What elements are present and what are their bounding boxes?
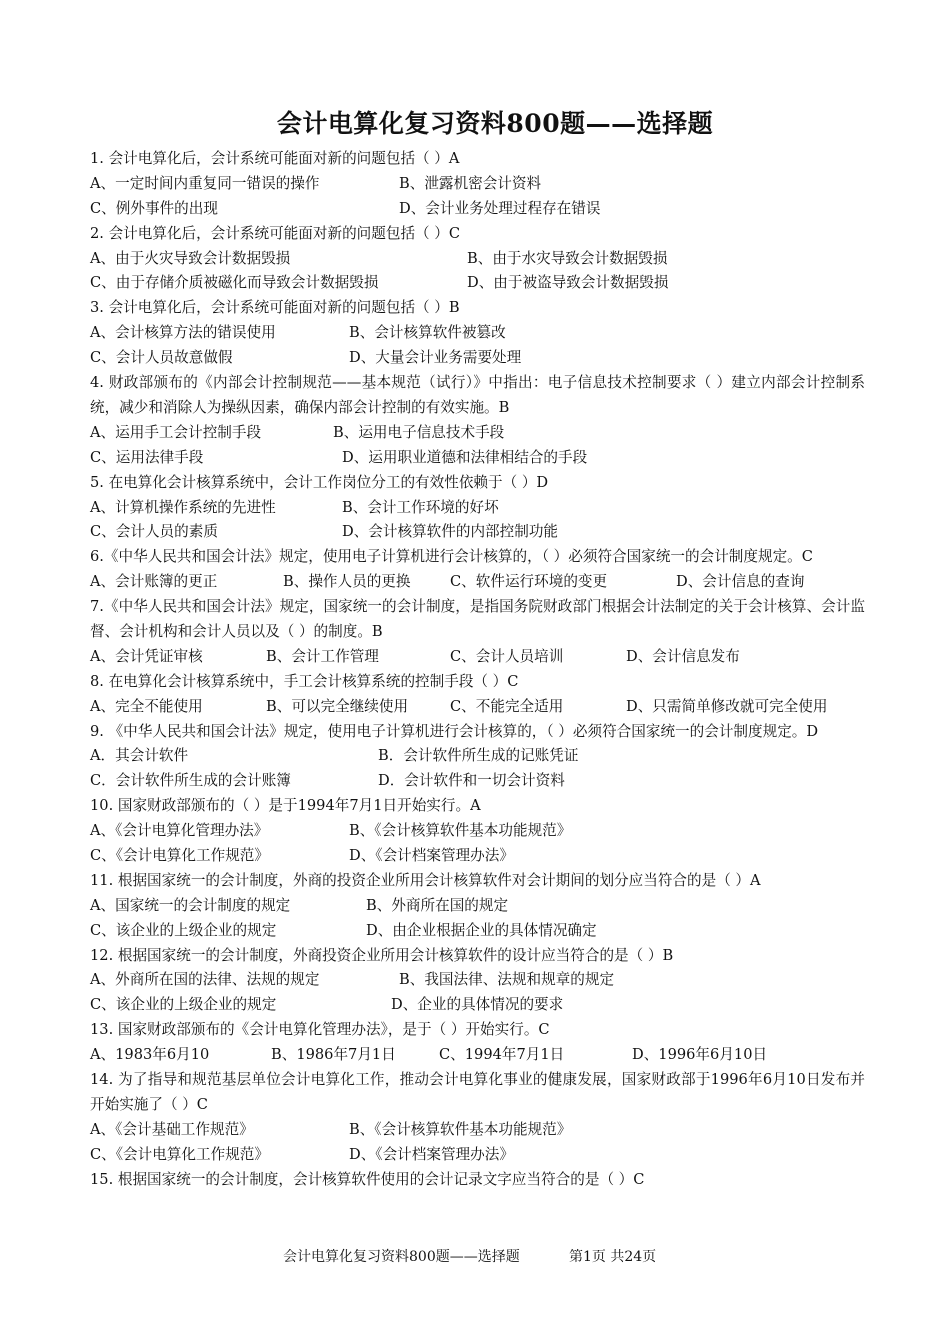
option-row: [90, 919, 865, 944]
answer-option: D、运用职业道德和法律相结合的手段: [342, 448, 588, 466]
answer-option: A、一定时间内重复同一错误的操作: [90, 174, 320, 192]
answer-option: B、泄露机密会计资料: [399, 174, 542, 192]
option-row: [90, 1118, 865, 1143]
answer-option: D、企业的具体情况的要求: [391, 996, 564, 1014]
answer-option: C、会计人员培训: [450, 647, 564, 665]
question-text: 3. 会计电算化后，会计系统可能面对新的问题包括（ ）B: [90, 299, 460, 317]
option-row: [90, 769, 865, 794]
question-text: 2. 会计电算化后，会计系统可能面对新的问题包括（ ）C: [90, 224, 461, 242]
answer-option: B．会计软件所生成的记账凭证: [378, 747, 579, 765]
option-row: [90, 645, 865, 670]
answer-option: A、会计凭证审核: [90, 647, 203, 665]
question-text: 13. 国家财政部颁布的《会计电算化管理办法》，是于（ ）开始实行。C: [90, 1021, 550, 1039]
answer-option: B、会计工作管理: [266, 647, 379, 665]
answer-option: A、国家统一的会计制度的规定: [90, 896, 291, 914]
question-text: 7.《中华人民共和国会计法》规定，国家统一的会计制度，是指国务院财政部门根据会计法制定的关于会计核算、会计监督、会计机构和会计人员以及（ ）的制度。B: [90, 598, 865, 640]
option-row: [90, 446, 865, 471]
answer-option: B、我国法律、法规和规章的规定: [399, 971, 615, 989]
answer-option: C、运用法律手段: [90, 448, 204, 466]
answer-option: B、会计工作环境的好坏: [342, 498, 499, 516]
option-row: [90, 520, 865, 545]
answer-option: B、操作人员的更换: [283, 573, 411, 591]
question-text: 14. 为了指导和规范基层单位会计电算化工作，推动会计电算化事业的健康发展，国家财政部于1996年6月10日发布并开始实施了（ ）C: [90, 1071, 865, 1113]
option-row: [90, 819, 865, 844]
question-text: 12. 根据国家统一的会计制度，外商投资企业所用会计核算软件的设计应当符合的是（ ）B: [90, 946, 674, 964]
answer-option: A、由于火灾导致会计数据毁损: [90, 249, 291, 267]
answer-option: B、《会计核算软件基本功能规范》: [349, 1120, 572, 1138]
answer-option: C、由于存储介质被磁化而导致会计数据毁损: [90, 274, 379, 292]
question-text: 1. 会计电算化后，会计系统可能面对新的问题包括（ ）A: [90, 150, 460, 167]
option-row: [90, 496, 865, 521]
option-row: [90, 1143, 865, 1168]
answer-option: C、该企业的上级企业的规定: [90, 996, 277, 1014]
answer-option: C．会计软件所生成的会计账簿: [90, 772, 291, 790]
answer-option: D、会计业务处理过程存在错误: [399, 199, 601, 217]
answer-option: D、1996年6月10日: [632, 1046, 768, 1064]
option-row: [90, 346, 865, 371]
answer-option: C、软件运行环境的变更: [450, 573, 608, 591]
question-text: 8. 在电算化会计核算系统中，手工会计核算系统的控制手段（ ）C: [90, 672, 519, 690]
footer-page-number: 第1页 共24页: [569, 1249, 657, 1265]
answer-option: C、该企业的上级企业的规定: [90, 921, 277, 939]
page-title: 会计电算化复习资料800题——选择题: [276, 109, 714, 138]
answer-option: D、会计信息的查询: [676, 573, 805, 591]
answer-option: A、运用手工会计控制手段: [90, 423, 262, 441]
question-text: 4. 财政部颁布的《内部会计控制规范——基本规范（试行）》中指出：电子信息技术控制要求（ ）建立内部会计控制系统，减少和消除人为操纵因素，确保内部会计控制的有效实施。B: [90, 374, 865, 416]
option-row: [90, 894, 865, 919]
answer-option: A、会计账簿的更正: [90, 573, 218, 591]
answer-option: C、例外事件的出现: [90, 199, 218, 217]
answer-option: C、《会计电算化工作规范》: [90, 847, 269, 865]
answer-option: B、运用电子信息技术手段: [333, 423, 505, 441]
option-row: [90, 421, 865, 446]
answer-option: D、大量会计业务需要处理: [349, 349, 522, 367]
answer-option: D、由企业根据企业的具体情况确定: [366, 921, 597, 939]
answer-option: A、外商所在国的法律、法规的规定: [90, 971, 320, 989]
answer-option: D、由于被盗导致会计数据毁损: [467, 274, 669, 292]
option-row: [90, 993, 865, 1018]
option-row: [90, 1043, 865, 1068]
answer-option: A．其会计软件: [90, 747, 189, 765]
answer-option: B、《会计核算软件基本功能规范》: [349, 822, 572, 840]
option-row: [90, 570, 865, 595]
option-row: [90, 844, 865, 869]
option-row: [90, 321, 865, 346]
answer-option: D、只需简单修改就可完全使用: [626, 697, 828, 715]
option-row: [90, 744, 865, 769]
option-row: [90, 271, 865, 296]
question-text: 10. 国家财政部颁布的（ ）是于1994年7月1日开始实行。A: [90, 797, 481, 815]
answer-option: A、1983年6月10: [90, 1046, 210, 1064]
question-text: 11. 根据国家统一的会计制度，外商的投资企业所用会计核算软件对会计期间的划分应当符合的是（ ）A: [90, 871, 761, 889]
answer-option: A、《会计电算化管理办法》: [90, 822, 269, 840]
answer-option: D、会计核算软件的内部控制功能: [342, 523, 559, 541]
answer-option: C、不能完全适用: [450, 697, 564, 715]
question-list: [90, 147, 865, 1193]
option-row: [90, 197, 865, 222]
option-row: [90, 247, 865, 272]
answer-option: D、《会计档案管理办法》: [349, 847, 514, 865]
answer-option: D、《会计档案管理办法》: [349, 1145, 514, 1163]
answer-option: A、会计核算方法的错误使用: [90, 324, 276, 342]
question-text: 5. 在电算化会计核算系统中，会计工作岗位分工的有效性依赖于（ ）D: [90, 473, 549, 491]
answer-option: C、1994年7月1日: [439, 1046, 565, 1064]
answer-option: B、外商所在国的规定: [366, 896, 509, 914]
question-text: 9. 《中华人民共和国会计法》规定，使用电子计算机进行会计核算的，（ ）必须符合国家统一的会计制度规定。D: [90, 722, 819, 740]
option-row: [90, 968, 865, 993]
answer-option: B、由于水灾导致会计数据毁损: [467, 249, 668, 267]
answer-option: C、会计人员的素质: [90, 523, 218, 541]
answer-option: C、《会计电算化工作规范》: [90, 1145, 269, 1163]
option-row: [90, 695, 865, 720]
answer-option: B、会计核算软件被篡改: [349, 324, 506, 342]
answer-option: A、完全不能使用: [90, 697, 203, 715]
question-text: 15. 根据国家统一的会计制度，会计核算软件使用的会计记录文字应当符合的是（ ）C: [90, 1170, 645, 1188]
answer-option: D、会计信息发布: [626, 647, 740, 665]
answer-option: B、可以完全继续使用: [266, 697, 409, 715]
footer-title: 会计电算化复习资料800题——选择题: [283, 1249, 520, 1265]
question-text: 6.《中华人民共和国会计法》规定，使用电子计算机进行会计核算的，（ ）必须符合国家统一的会计制度规定。C: [90, 548, 813, 566]
answer-option: B、1986年7月1日: [271, 1046, 396, 1064]
answer-option: C、会计人员故意做假: [90, 349, 233, 367]
answer-option: A、计算机操作系统的先进性: [90, 498, 276, 516]
option-row: [90, 172, 865, 197]
answer-option: D．会计软件和一切会计资料: [378, 772, 565, 790]
answer-option: A、《会计基础工作规范》: [90, 1120, 254, 1138]
